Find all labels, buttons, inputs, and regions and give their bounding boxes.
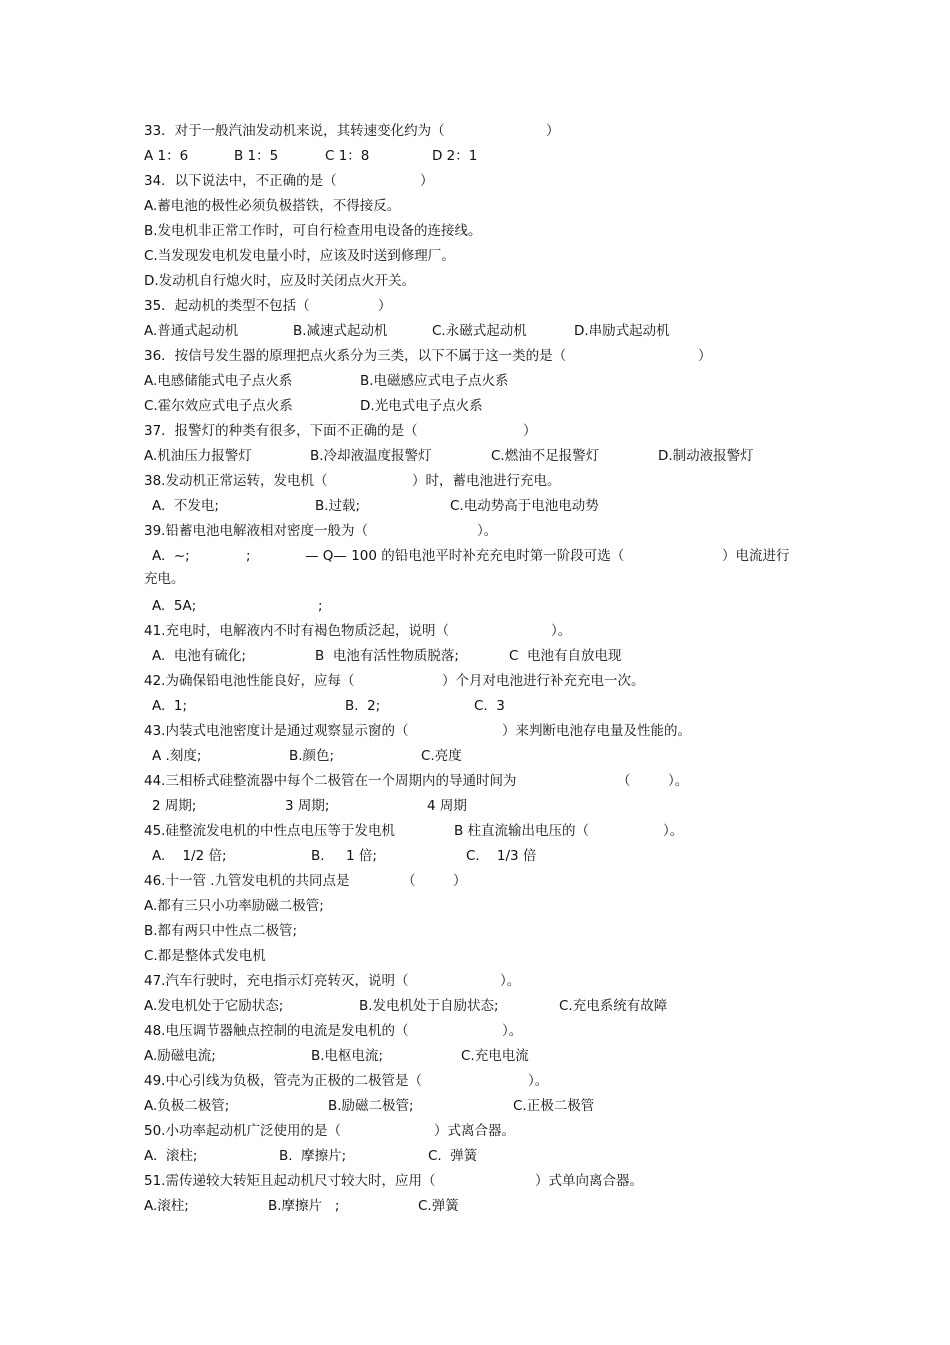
text-segment: B.减速式起动机 [293,323,388,339]
text-segment: 45.硅整流发电机的中性点电压等于发电机 [144,823,395,839]
text-segment: 33．对于一般汽油发动机来说，其转速变化约为（ [144,123,445,139]
text-segment: D.光电式电子点火系 [360,398,483,414]
text-segment: C 电池有自放电现 [509,648,622,664]
text-segment: 34．以下说法中，不正确的是（ [144,173,337,189]
text-segment: B. 2; [345,698,381,714]
text-segment: ）。 [528,1073,549,1089]
text-segment: 49.中心引线为负极，管壳为正极的二极管是（ [144,1073,422,1089]
text-segment: 4 周期 [427,798,467,814]
text-segment: ; [318,598,323,614]
text-segment: — Q— 100 的铅电池平时补充充电时第一阶段可选（ [305,548,625,564]
text-segment: 35．起动机的类型不包括（ [144,298,310,314]
text-segment: ; [246,548,251,564]
text-segment: C.当发现发电机发电量小时，应该及时送到修理厂。 [144,248,455,264]
text-segment: ） [698,348,712,364]
text-segment: D.发动机自行熄火时，应及时关闭点火开关。 [144,273,416,289]
text-segment: B.电枢电流; [311,1048,384,1064]
text-segment: B.都有两只中性点二极管; [144,923,298,939]
text-segment: 41.充电时，电解液内不时有褐色物质泛起，说明（ [144,623,449,639]
text-segment: B 柱直流输出电压的（ [454,823,590,839]
text-segment: 39.铅蓄电池电解液相对密度一般为（ [144,523,368,539]
text-segment: A .刻度; [152,748,202,764]
text-segment: （ [617,773,631,789]
text-segment: ）来判断电池存电量及性能的。 [502,723,691,739]
text-segment: 47.汽车行驶时，充电指示灯亮转灭，说明（ [144,973,409,989]
text-segment: C.燃油不足报警灯 [491,448,600,464]
text-segment: B.过载; [315,498,361,514]
text-segment: ）电流进行 [722,548,790,564]
text-segment: B.摩擦片 ; [268,1198,340,1214]
text-segment: B 1：5 [234,148,279,164]
text-segment: 43.内装式电池密度计是通过观察显示窗的（ [144,723,409,739]
text-segment: A. 电池有硫化; [152,648,246,664]
text-segment: C.充电系统有故障 [559,998,668,1014]
text-segment: ） [420,173,434,189]
text-segment: A.机油压力报警灯 [144,448,252,464]
text-segment: B. 1 倍; [311,848,377,864]
text-segment: ） [523,423,537,439]
text-segment: C.正极二极管 [513,1098,595,1114]
text-segment: C.都是整体式发电机 [144,948,266,964]
text-segment: 50.小功率起动机广泛使用的是（ [144,1123,341,1139]
text-segment: B.励磁二极管; [328,1098,414,1114]
text-segment: C.弹簧 [418,1198,459,1214]
text-segment: ）个月对电池进行补充充电一次。 [442,673,645,689]
text-segment: ）式单向离合器。 [535,1173,643,1189]
text-segment: C. 弹簧 [428,1148,478,1164]
text-segment: C.充电电流 [461,1048,529,1064]
text-segment: A.电感储能式电子点火系 [144,373,293,389]
text-segment: B. 摩擦片; [279,1148,347,1164]
text-segment: ）。 [551,623,572,639]
text-segment: ） [546,123,560,139]
text-segment: A.滚柱; [144,1198,189,1214]
text-segment: A. 滚柱; [144,1148,198,1164]
text-segment: 2 周期; [152,798,197,814]
text-segment: 36．按信号发生器的原理把点火系分为三类，以下不属于这一类的是（ [144,348,567,364]
text-segment: A. 5A; [152,598,197,614]
text-segment: ）。 [668,773,689,789]
text-segment: A 1：6 [144,148,189,164]
text-segment: A.发电机处于它励状态; [144,998,284,1014]
text-segment: B.冷却液温度报警灯 [310,448,432,464]
text-segment: A. 1; [152,698,188,714]
text-segment: ）式离合器。 [434,1123,515,1139]
text-segment: 充电。 [144,571,185,587]
text-segment: ）。 [663,823,684,839]
text-segment: ）时，蓄电池进行充电。 [412,473,561,489]
text-segment: 37．报警灯的种类有很多，下面不正确的是（ [144,423,418,439]
text-segment: A.都有三只小功率励磁二极管; [144,898,324,914]
text-segment: A.蓄电池的极性必须负极搭铁，不得接反。 [144,198,401,214]
text-segment: ）。 [477,523,498,539]
text-segment: A. 不发电; [152,498,219,514]
text-segment: 3 周期; [285,798,330,814]
text-segment: A. ~; [152,548,190,564]
text-segment: 46.十一管 .九管发电机的共同点是 [144,873,350,889]
text-segment: A.负极二极管; [144,1098,230,1114]
text-segment: ）。 [500,973,521,989]
text-segment: B.发电机处于自励状态; [359,998,499,1014]
text-segment: 38.发动机正常运转，发电机（ [144,473,328,489]
text-segment: A.普通式起动机 [144,323,239,339]
text-segment: C. 1/3 倍 [466,848,537,864]
text-segment: 44.三相桥式硅整流器中每个二极管在一个周期内的导通时间为 [144,773,517,789]
text-segment: B 电池有活性物质脱落; [315,648,459,664]
text-segment: A.励磁电流; [144,1048,216,1064]
text-segment: D.串励式起动机 [574,323,670,339]
text-segment: ）。 [502,1023,523,1039]
text-segment: C.亮度 [421,748,462,764]
text-segment: B.颜色; [289,748,335,764]
text-segment: ） [378,298,392,314]
text-segment: D 2：1 [432,148,478,164]
text-segment: A. 1/2 倍; [152,848,227,864]
text-segment: C. 3 [474,698,505,714]
text-segment: 48.电压调节器触点控制的电流是发电机的（ [144,1023,409,1039]
text-segment: 42.为确保铅电池性能良好，应每（ [144,673,355,689]
text-segment: C 1：8 [325,148,370,164]
text-segment: ） [453,873,467,889]
text-segment: B.电磁感应式电子点火系 [360,373,509,389]
text-segment: C.永磁式起动机 [432,323,527,339]
text-segment: （ [402,873,416,889]
text-segment: D.制动液报警灯 [658,448,754,464]
text-segment: B.发电机非正常工作时，可自行检查用电设备的连接线。 [144,223,482,239]
text-segment: 51.需传递较大转矩且起动机尺寸较大时，应用（ [144,1173,436,1189]
text-segment: C.电动势高于电池电动势 [450,498,599,514]
text-segment: C.霍尔效应式电子点火系 [144,398,293,414]
